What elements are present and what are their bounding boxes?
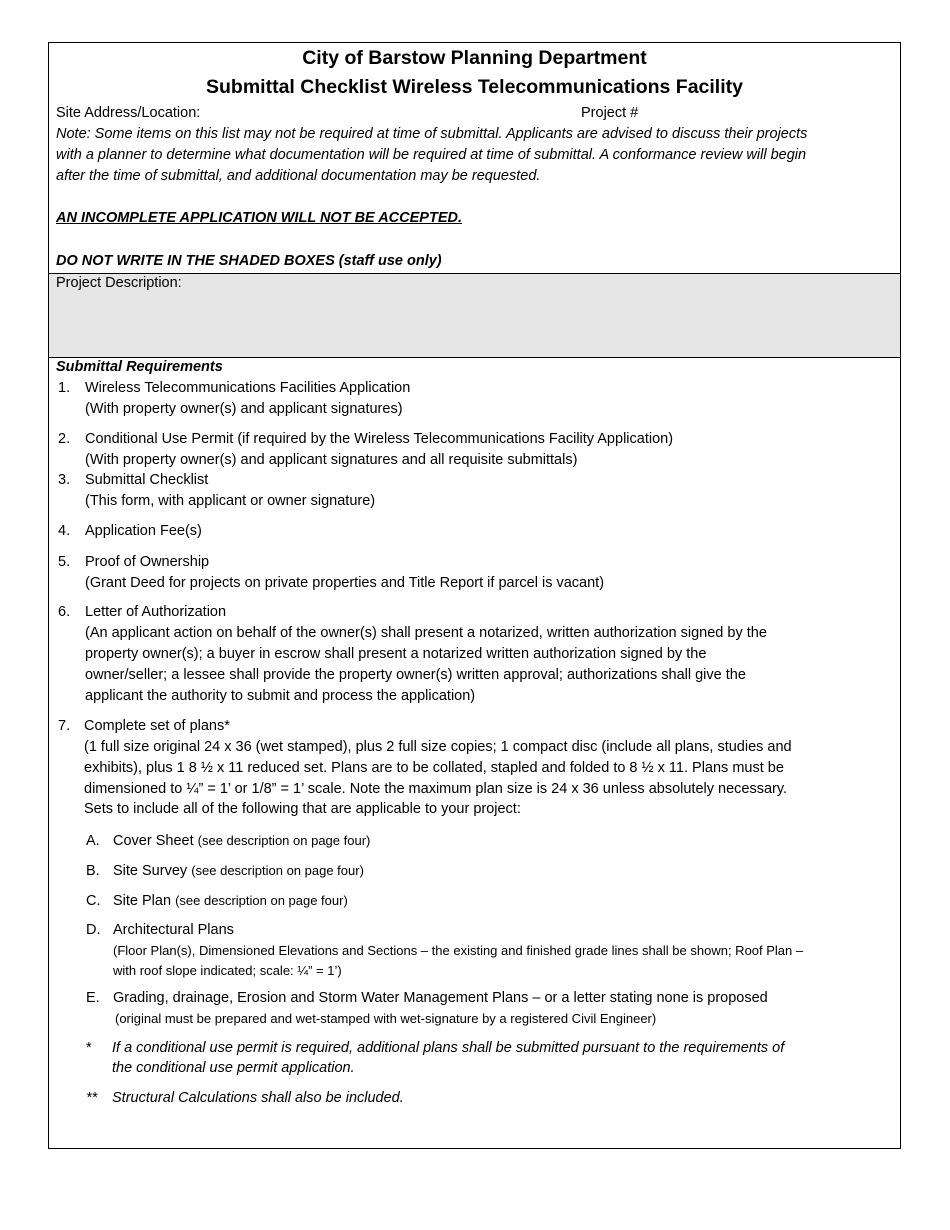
item-7-number: 7. <box>58 718 71 734</box>
subitem-c-line <box>113 893 348 909</box>
subitem-d-letter: D. <box>86 922 101 938</box>
item-5-number: 5. <box>58 554 71 570</box>
footnote-1-mark: * <box>86 1040 92 1056</box>
item-7-detail-line-1: (1 full size original 24 x 36 (wet stamped), plus 2 full size copies; 1 compact disc (include all plans, studies and <box>84 739 792 755</box>
item-1-title: Wireless Telecommunications Facilities Application <box>85 380 411 396</box>
subitem-b-note: (see description on page four) <box>191 863 364 878</box>
item-6-detail-line-3: owner/seller; a lessee shall provide the property owner(s) written approval; authorizations shall give the <box>85 667 746 683</box>
footnote-1-line-1: If a conditional use permit is required, additional plans shall be submitted pursuant to the requirements of <box>112 1040 785 1056</box>
site-address-label: Site Address/Location: <box>56 105 201 121</box>
subitem-a-title: Cover Sheet <box>113 833 194 849</box>
note-line-2: with a planner to determine what documentation will be required at time of submittal. A conformance review will begin <box>56 147 807 163</box>
incomplete-warning: AN INCOMPLETE APPLICATION WILL NOT BE ACCEPTED. <box>56 210 462 226</box>
form-title-line2: Submittal Checklist Wireless Telecommunications Facility <box>206 76 743 98</box>
item-7-detail-line-4: Sets to include all of the following that are applicable to your project: <box>84 801 521 817</box>
item-7-detail-line-2: exhibits), plus 1 8 ½ x 11 reduced set. Plans are to be collated, stapled and folded to 8 ½ x 11. Plans must be <box>84 760 784 776</box>
subitem-a-note: (see description on page four) <box>197 833 371 848</box>
subitem-b-line <box>113 863 364 879</box>
form-title-line1: City of Barstow Planning Department <box>302 47 647 69</box>
footnote-2-text: Structural Calculations shall also be included. <box>112 1090 404 1106</box>
item-7-detail-line-3: dimensioned to ¼” = 1’ or 1/8” = 1’ scale. Note the maximum plan size is 24 x 36 unless absolutely necessary. <box>84 781 788 797</box>
submittal-requirements-heading: Submittal Requirements <box>56 359 223 375</box>
item-4-title: Application Fee(s) <box>85 523 202 539</box>
note-line-1: Note: Some items on this list may not be required at time of submittal. Applicants are advised to discuss their projects <box>56 126 808 142</box>
divider-bottom <box>49 357 900 358</box>
item-1-number: 1. <box>58 380 71 396</box>
item-6-detail-line-2: property owner(s); a buyer in escrow shall present a notarized written authorization signed by the <box>85 646 707 662</box>
item-6-number: 6. <box>58 604 71 620</box>
subitem-d-detail-line-1: (Floor Plan(s), Dimensioned Elevations and Sections – the existing and finished grade lines shall be shown; Roof Plan – <box>113 943 804 958</box>
subitem-c-title: Site Plan <box>113 893 172 909</box>
shaded-box-warning: DO NOT WRITE IN THE SHADED BOXES (staff use only) <box>56 253 442 269</box>
item-7-title: Complete set of plans* <box>84 718 230 734</box>
subitem-e-title: Grading, drainage, Erosion and Storm Water Management Plans – or a letter stating none is proposed <box>113 990 768 1006</box>
item-6-detail-line-4: applicant the authority to submit and process the application) <box>85 688 476 704</box>
checklist-form <box>48 42 901 1149</box>
item-1-detail: (With property owner(s) and applicant signatures) <box>85 401 403 417</box>
item-3-detail: (This form, with applicant or owner signature) <box>85 493 376 509</box>
subitem-e-detail: (original must be prepared and wet-stamped with wet-signature by a registered Civil Engineer) <box>115 1011 657 1026</box>
subitem-c-note: (see description on page four) <box>175 893 348 908</box>
item-5-detail: (Grant Deed for projects on private properties and Title Report if parcel is vacant) <box>85 575 605 591</box>
subitem-b-letter: B. <box>86 863 100 879</box>
subitem-a-line <box>113 833 370 849</box>
item-4-number: 4. <box>58 523 71 539</box>
subitem-a-letter: A. <box>86 833 100 849</box>
subitem-d-title: Architectural Plans <box>113 922 234 938</box>
item-2-number: 2. <box>58 431 71 447</box>
item-2-detail: (With property owner(s) and applicant signatures and all requisite submittals) <box>85 452 578 468</box>
item-3-title: Submittal Checklist <box>85 472 209 488</box>
divider-top <box>49 273 900 274</box>
item-3-number: 3. <box>58 472 71 488</box>
subitem-e-letter: E. <box>86 990 100 1006</box>
note-line-3: after the time of submittal, and additional documentation may be requested. <box>56 168 541 184</box>
subitem-d-detail-line-2: with roof slope indicated; scale: ¼” = 1’) <box>113 963 342 978</box>
item-2-title: Conditional Use Permit (if required by the Wireless Telecommunications Facility Application) <box>85 431 674 447</box>
item-5-title: Proof of Ownership <box>85 554 210 570</box>
item-6-detail-line-1: (An applicant action on behalf of the owner(s) shall present a notarized, written authorization signed by the <box>85 625 767 641</box>
subitem-c-letter: C. <box>86 893 101 909</box>
footnote-1-line-2: the conditional use permit application. <box>112 1060 355 1076</box>
project-description-label: Project Description: <box>56 275 182 291</box>
footnote-2-mark: ** <box>86 1090 98 1106</box>
subitem-b-title: Site Survey <box>113 863 188 879</box>
item-6-title: Letter of Authorization <box>85 604 227 620</box>
project-number-label: Project # <box>581 105 639 121</box>
